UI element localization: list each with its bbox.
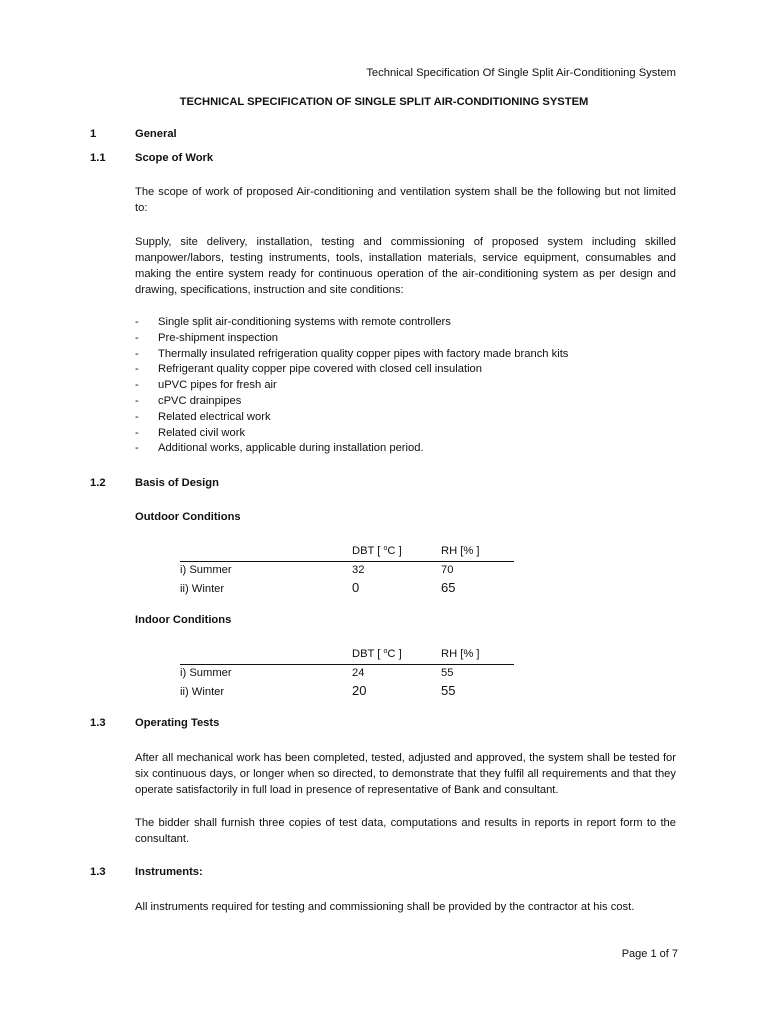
rh-value: 65 xyxy=(441,580,456,595)
section-title-design: Basis of Design xyxy=(135,477,219,489)
section-number-instruments: 1.3 xyxy=(90,866,106,878)
instruments-paragraph xyxy=(135,899,676,915)
list-item: - Additional works, applicable during installation period. xyxy=(135,442,424,455)
list-item: - Refrigerant quality copper pipe covered with closed cell insulation xyxy=(135,363,482,376)
dbt-header: DBT [ $^o$C ] xyxy=(352,543,441,562)
table-row xyxy=(180,579,514,597)
page-number: Page 1 of 7 xyxy=(621,948,678,960)
section-number-operating: 1.3 xyxy=(90,717,106,729)
dbt-header: DBT [ $^o$C ] xyxy=(352,646,441,665)
running-header: Technical Specification Of Single Split Air-Conditioning System xyxy=(366,67,676,79)
list-item: - Thermally insulated refrigeration quality copper pipes with factory made branch kits xyxy=(135,347,569,360)
scope-paragraph-1-text: The scope of work of proposed Air-conditioning and ventilation system shall be the following but not limited to: xyxy=(135,186,676,214)
section-title-operating: Operating Tests xyxy=(135,717,220,729)
table-row xyxy=(180,665,514,683)
table-header-row xyxy=(180,543,514,562)
list-item: - Related electrical work xyxy=(135,410,271,423)
section-number-general: 1 xyxy=(90,128,97,140)
table-row xyxy=(180,682,514,700)
outdoor-conditions-table xyxy=(180,543,514,597)
dbt-value: 0 xyxy=(352,580,360,595)
operating-paragraph-2-text: The bidder shall furnish three copies of test data, computations and results in reports in report form to the consultant. xyxy=(135,817,676,845)
section-title-instruments: Instruments: xyxy=(135,866,203,878)
list-item: - uPVC pipes for fresh air xyxy=(135,379,277,392)
list-item: - Single split air-conditioning systems with remote controllers xyxy=(135,316,451,328)
section-title-general: General xyxy=(135,128,177,140)
section-title-scope: Scope of Work xyxy=(135,152,214,164)
list-item: - Pre-shipment inspection xyxy=(135,331,279,344)
instruments-paragraph-text: All instruments required for testing and commissioning shall be provided by the contractor at his cost. xyxy=(135,901,635,913)
dbt-value: 24 xyxy=(352,667,365,680)
rh-value: 55 xyxy=(441,683,456,698)
operating-paragraph-1 xyxy=(135,750,676,798)
row-label: i) Summer xyxy=(180,667,232,680)
table-header-blank xyxy=(180,646,352,665)
operating-paragraph-1-text: After all mechanical work has been completed, tested, adjusted and approved, the system shall be tested for six continuous days, or longer when so directed, to demonstrate that they fulfil all requirements and that they operate satisfactorily in full load in presence of representative of Bank and consultant. xyxy=(135,752,676,796)
scope-paragraph-2-text: Supply, site delivery, installation, testing and commissioning of proposed system including skilled manpower/labors, testing instruments, tools, installation materials, service equipment, consumables and making the entire system ready for continuous operation of the air-conditioning system as per design and drawing, specifications, instruction and site conditions: xyxy=(135,236,676,296)
rh-header: RH [% ] xyxy=(441,646,514,665)
section-number-scope: 1.1 xyxy=(90,152,106,164)
row-label: ii) Winter xyxy=(180,685,225,698)
section-number-design: 1.2 xyxy=(90,477,106,489)
indoor-conditions-heading: Indoor Conditions xyxy=(135,614,232,626)
table-row xyxy=(180,562,514,580)
rh-value: 55 xyxy=(441,667,454,680)
table-header-blank xyxy=(180,543,352,562)
row-label: i) Summer xyxy=(180,564,232,577)
scope-bullet-list xyxy=(135,315,676,457)
indoor-conditions-table xyxy=(180,646,514,700)
document-title: TECHNICAL SPECIFICATION OF SINGLE SPLIT AIR-CONDITIONING SYSTEM xyxy=(179,96,589,108)
scope-paragraph-1 xyxy=(135,184,676,216)
row-label: ii) Winter xyxy=(180,582,225,595)
list-item: - Related civil work xyxy=(135,426,246,439)
outdoor-conditions-heading: Outdoor Conditions xyxy=(135,511,241,523)
table-header-row xyxy=(180,646,514,665)
list-item: - cPVC drainpipes xyxy=(135,394,242,407)
dbt-value: 32 xyxy=(352,564,365,577)
rh-header: RH [% ] xyxy=(441,543,514,562)
scope-paragraph-2 xyxy=(135,234,676,298)
dbt-value: 20 xyxy=(352,683,367,698)
operating-paragraph-2 xyxy=(135,815,676,847)
rh-value: 70 xyxy=(441,564,454,577)
